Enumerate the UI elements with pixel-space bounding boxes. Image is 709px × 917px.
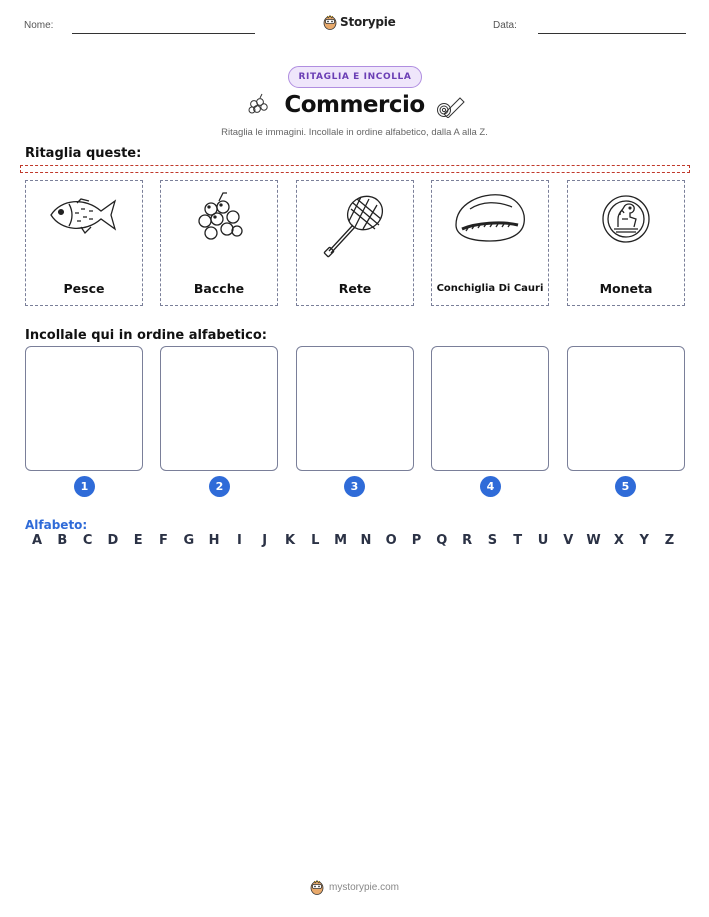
cut-card-label: Moneta xyxy=(599,281,653,296)
alphabet-letter: G xyxy=(183,533,195,548)
footer xyxy=(0,879,709,895)
fish-icon xyxy=(47,189,121,241)
alphabet-letter: V xyxy=(563,533,574,548)
date-line[interactable] xyxy=(538,33,686,34)
cut-line xyxy=(20,165,690,173)
log-icon xyxy=(436,92,466,118)
net-icon xyxy=(321,189,389,259)
alphabet-letter: P xyxy=(411,533,422,548)
order-number-2: 2 xyxy=(209,476,230,497)
storypie-mascot-icon xyxy=(310,879,324,895)
cut-card-fish[interactable] xyxy=(25,180,143,306)
name-label: Nome: xyxy=(24,20,54,31)
alphabet-letter: F xyxy=(159,533,168,548)
alphabet-heading: Alfabeto: xyxy=(25,518,88,532)
activity-badge: RITAGLIA E INCOLLA xyxy=(288,66,422,88)
alphabet-letter: T xyxy=(513,533,523,548)
footer-url: mystorypie.com xyxy=(328,881,399,893)
cut-card-coin[interactable] xyxy=(567,180,685,306)
cut-heading: Ritaglia queste: xyxy=(25,146,142,161)
alphabet-letter: R xyxy=(462,533,473,548)
alphabet-letter: H xyxy=(208,533,220,548)
cut-card-label: Rete xyxy=(338,281,372,296)
name-line[interactable] xyxy=(72,33,255,34)
instructions: Ritaglia le immagini. Incollale in ordine alfabetico, dalla A alla Z. xyxy=(221,127,488,138)
cut-card-net[interactable] xyxy=(296,180,414,306)
brand-logo xyxy=(323,14,396,30)
cut-card-label: Bacche xyxy=(193,281,245,296)
alphabet-letter: D xyxy=(107,533,119,548)
alphabet-letter: S xyxy=(487,533,498,548)
alphabet-letter: B xyxy=(57,533,68,548)
alphabet-letter: Q xyxy=(436,533,448,548)
coin-icon xyxy=(600,189,652,247)
alphabet-letter: J xyxy=(262,533,268,548)
storypie-mascot-icon xyxy=(323,14,337,30)
alphabet-letter: O xyxy=(385,533,397,548)
alphabet-letter: Z xyxy=(664,533,675,548)
order-number-3: 3 xyxy=(344,476,365,497)
alphabet-letter: X xyxy=(613,533,624,548)
alphabet-letter: N xyxy=(360,533,372,548)
cut-card-berries[interactable] xyxy=(160,180,278,306)
alphabet-letter: M xyxy=(334,533,348,548)
cut-card-label: Pesce xyxy=(63,281,105,296)
order-number-1: 1 xyxy=(74,476,95,497)
alphabet-letter: K xyxy=(284,533,296,548)
paste-box-3[interactable] xyxy=(296,346,414,471)
paste-box-4[interactable] xyxy=(431,346,549,471)
paste-box-1[interactable] xyxy=(25,346,143,471)
cut-card-label: Conchiglia Di Cauri xyxy=(436,283,544,294)
page-title: Commercio xyxy=(284,92,425,118)
order-number-4: 4 xyxy=(480,476,501,497)
paste-box-2[interactable] xyxy=(160,346,278,471)
alphabet-letter: C xyxy=(82,533,93,548)
alphabet-letter: A xyxy=(31,533,43,548)
cut-card-cowrie[interactable] xyxy=(431,180,549,306)
cowrie-shell-icon xyxy=(452,189,528,245)
alphabet-letter: E xyxy=(133,533,143,548)
alphabet-letter: L xyxy=(311,533,320,548)
brand-name: Storypie xyxy=(340,15,396,29)
alphabet-letter: Y xyxy=(639,533,649,548)
paste-heading: Incollale qui in ordine alfabetico: xyxy=(25,328,267,343)
alphabet-row xyxy=(25,533,685,551)
order-number-5: 5 xyxy=(615,476,636,497)
alphabet-letter: W xyxy=(586,533,601,548)
date-label: Data: xyxy=(493,20,517,31)
berries-icon xyxy=(189,189,249,245)
alphabet-letter: U xyxy=(537,533,549,548)
alphabet-letter: I xyxy=(236,533,242,548)
paste-box-5[interactable] xyxy=(567,346,685,471)
